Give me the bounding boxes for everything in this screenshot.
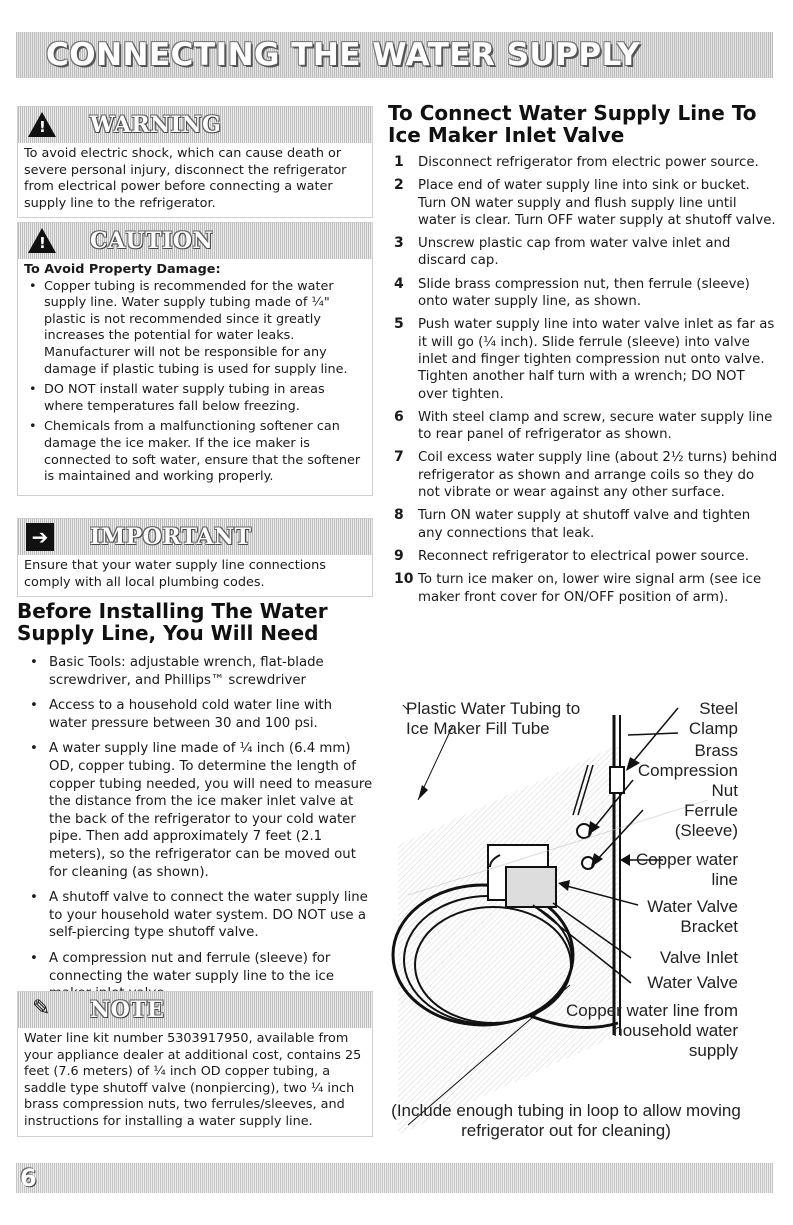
step-item — [388, 548, 778, 565]
step-item — [388, 409, 778, 444]
list-item: • Access to a household cold water line with water pressure between 30 and 100 psi. — [49, 697, 373, 732]
arrow-right-icon: ➔ — [26, 523, 54, 551]
step-item — [388, 154, 778, 171]
step-text: Coil excess water supply line (about 2½ turns) behind refrigerator as shown and arrange coils so they do not vibrate or wear against any other surface. — [418, 450, 778, 501]
list-item: • DO NOT install water supply tubing in areas where temperatures fall below freezing. — [44, 382, 366, 415]
list-item: • Basic Tools: adjustable wrench, flat-blade screwdriver, and Phillips™ screwdriver — [49, 654, 373, 689]
label-copper-line: Copper water line — [635, 850, 738, 889]
connect-heading: To Connect Water Supply Line To Ice Maker Inlet Valve — [388, 101, 757, 147]
label-steel-clamp: Steel Clamp — [688, 699, 738, 738]
caution-header — [18, 223, 372, 259]
steps-list — [388, 154, 778, 606]
caution-subtitle: To Avoid Property Damage: — [24, 262, 221, 277]
step-text: With steel clamp and screw, secure water supply line to rear panel of refrigerator as shown. — [418, 409, 773, 443]
note-text: Water line kit number 5303917950, available from your appliance dealer at additional cost, contains 25 feet (7.6 meters) of ¼ inch OD copper tubing, a saddle type shutoff valve (nonpiercing), two ¼ inch brass compression nuts, two ferrules/sleeves, and instructions for installing a water supply line. — [24, 1031, 362, 1129]
step-number: 1 — [394, 154, 404, 170]
step-text: Disconnect refrigerator from electric power source. — [418, 155, 759, 170]
label-valve-inlet: Valve Inlet — [659, 948, 738, 967]
step-number: 10 — [394, 571, 414, 588]
step-number: 2 — [394, 177, 404, 194]
before-heading: Before Installing The Water Supply Line, You Will Need — [17, 599, 328, 645]
step-item — [388, 449, 778, 501]
step-number: 6 — [394, 408, 404, 425]
pushpin-icon: ✎ — [32, 996, 51, 1021]
step-text: Slide brass compression nut, then ferrule (sleeve) onto water supply line, as shown. — [418, 276, 750, 310]
step-item — [388, 571, 778, 606]
step-item — [388, 316, 778, 402]
diagram-caption: (Include enough tubing in loop to allow moving refrigerator out for cleaning) — [391, 1101, 741, 1140]
installation-diagram — [388, 699, 748, 1165]
step-item — [388, 177, 778, 229]
caution-box — [17, 222, 373, 496]
step-text: Push water supply line into water valve inlet as far as it will go (¼ inch). Slide ferrule (sleeve) into valve inlet and finger tighten compression nut onto valve. Tighten another half turn with a wrench; DO NOT over tighten. — [418, 317, 775, 402]
list-item: • A compression nut and ferrule (sleeve) for connecting the water supply line to the ice — [49, 950, 373, 1003]
label-plastic-tubing: Plastic Water Tubing to Ice Maker Fill Tube — [406, 699, 581, 738]
step-number: 8 — [394, 507, 404, 524]
warning-title: WARNING — [90, 112, 222, 138]
label-bracket: Water Valve Bracket — [647, 897, 738, 936]
caution-title: CAUTION — [90, 228, 214, 254]
important-header — [18, 519, 372, 555]
step-number: 3 — [394, 235, 404, 252]
label-ferrule: Ferrule (Sleeve) — [674, 801, 738, 840]
before-list — [17, 654, 373, 1003]
connect-section — [388, 102, 778, 612]
note-title: NOTE — [90, 997, 165, 1023]
list-item: • A shutoff valve to connect the water supply line to your household water system. DO NOT use a self-piercing type shutoff valve. — [49, 889, 373, 942]
step-item — [388, 507, 778, 542]
note-box — [17, 991, 373, 1137]
list-item: • Chemicals from a malfunctioning softener can damage the ice maker. If the ice maker is connected to soft water, ensure that the softener is maintained and working properly. — [44, 419, 366, 485]
step-text: Place end of water supply line into sink or bucket. Turn ON water supply and flush supply line until water is clear. Turn OFF water supply at shutoff valve. — [418, 178, 776, 228]
label-copper-household: Copper water line from household water supply — [566, 1001, 738, 1060]
warning-icon: ! — [28, 112, 56, 137]
step-number: 9 — [394, 547, 404, 564]
warning-box — [17, 106, 373, 218]
warning-text: To avoid electric shock, which can cause death or severe personal injury, disconnect the refrigerator from electrical power before connecting a water supply line to the refrigerator. — [24, 146, 347, 211]
caution-icon: ! — [28, 228, 56, 253]
step-text: Reconnect refrigerator to electrical power source. — [418, 548, 749, 564]
important-text: Ensure that your water supply line connections comply with all local plumbing codes. — [24, 558, 326, 590]
label-water-valve: Water Valve — [647, 973, 738, 992]
step-text: To turn ice maker on, lower wire signal arm (see ice maker front cover for ON/OFF position of arm). — [418, 572, 762, 605]
step-text: Turn ON water supply at shutoff valve and tighten any connections that leak. — [418, 508, 751, 541]
page-footer — [16, 1163, 773, 1193]
important-title: IMPORTANT — [90, 524, 252, 550]
step-item — [388, 276, 778, 311]
list-item: • Copper tubing is recommended for the water supply line. Water supply tubing made of ¼" plastic is not recommended since it greatly increases the potential for water leaks. Manufacturer will not be responsible for any damage if plastic tubing is used for supply line. — [44, 279, 366, 379]
page-title: CONNECTING THE WATER SUPPLY — [46, 37, 641, 73]
step-number: 4 — [394, 275, 404, 292]
step-text: Unscrew plastic cap from water valve inlet and discard cap. — [418, 236, 731, 269]
warning-header — [18, 107, 372, 143]
label-brass-nut: Brass Compression Nut — [637, 741, 738, 800]
section-header — [16, 32, 773, 78]
step-number: 7 — [394, 449, 404, 466]
page-number: 6 — [20, 1164, 37, 1192]
caution-list — [24, 279, 366, 486]
note-header — [18, 992, 372, 1028]
step-number: 5 — [394, 316, 404, 333]
step-item — [388, 235, 778, 270]
important-box — [17, 518, 373, 597]
list-item: • A water supply line made of ¼ inch (6.4 mm) OD, copper tubing. To determine the length of copper tubing needed, you will need to measure the distance from the ice maker inlet valve at the back of the refrigerator to your cold water pipe. Then add approximately 7 feet (2.1 meters), so the refrigerator can be moved out for cleaning (as shown). — [49, 740, 373, 881]
before-section — [17, 600, 373, 1011]
